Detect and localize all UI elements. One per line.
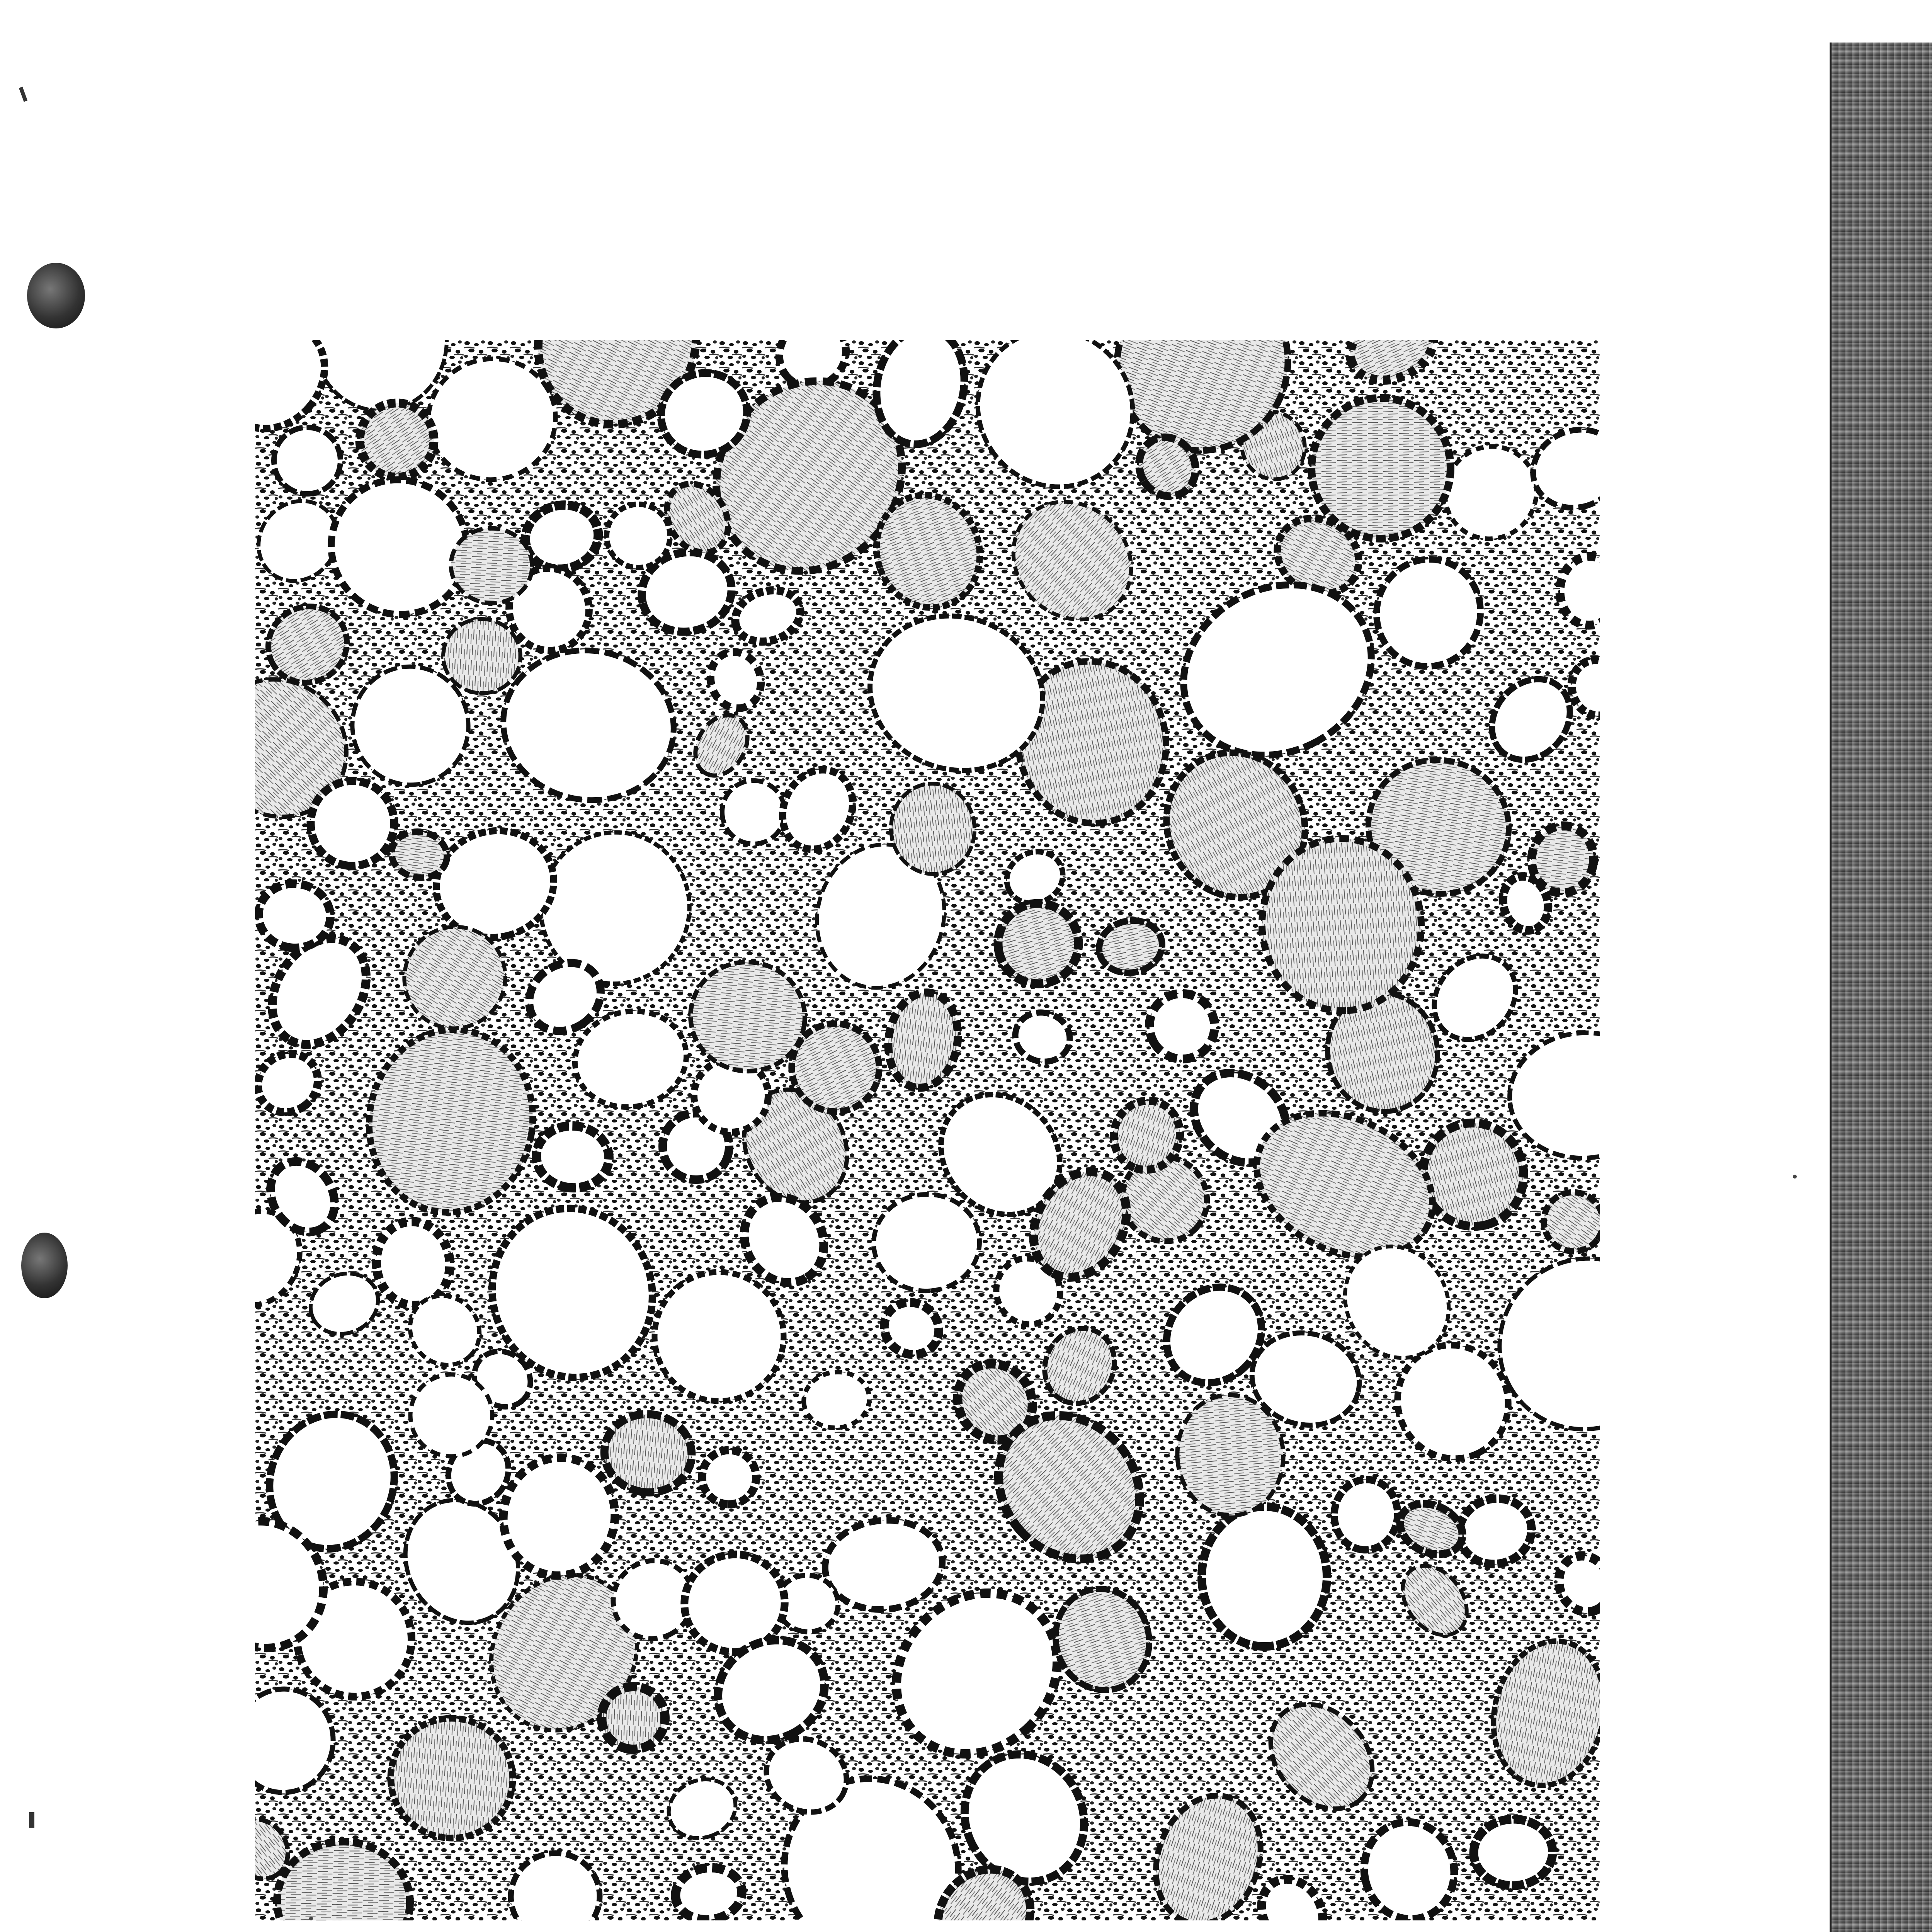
follicle <box>1202 1507 1327 1646</box>
stray-mark <box>29 1812 34 1828</box>
follicle <box>1527 822 1598 897</box>
follicle <box>1311 398 1451 539</box>
thyroid-micrograph-image <box>255 340 1600 1920</box>
follicle <box>1558 555 1600 627</box>
binder-hole-middle <box>21 1233 68 1298</box>
follicle <box>672 1864 745 1920</box>
binder-hole-top <box>27 263 85 328</box>
speck <box>1793 1175 1797 1179</box>
speck <box>309 1917 313 1920</box>
scanner-shadow-right <box>1832 43 1932 1932</box>
scan-mark <box>19 87 27 102</box>
